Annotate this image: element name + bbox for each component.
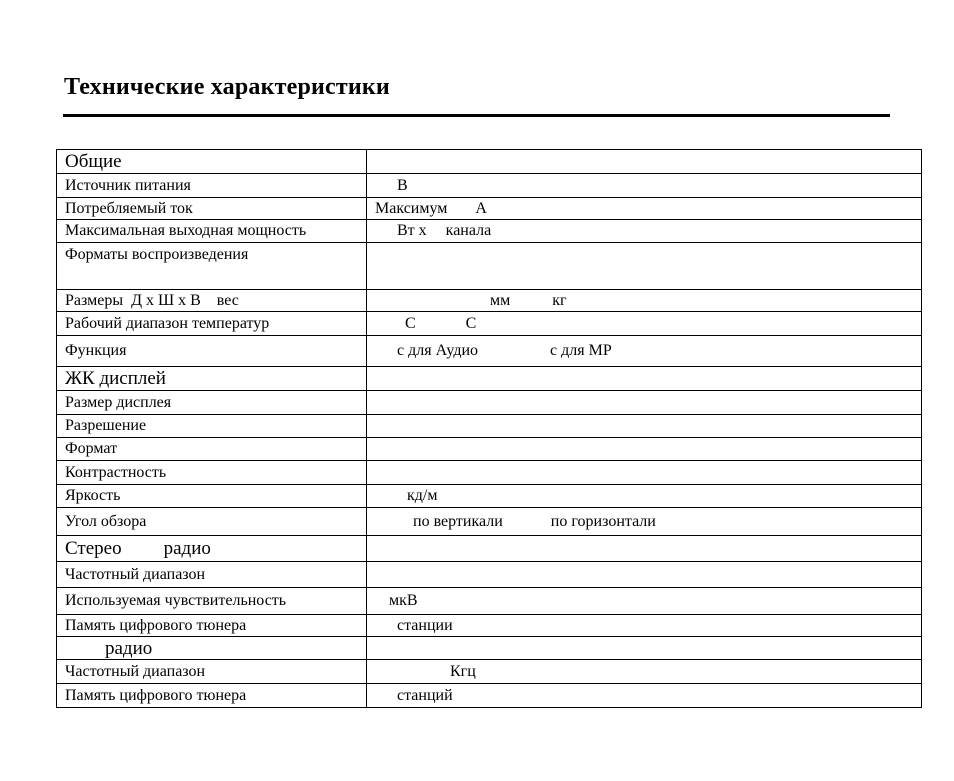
row-label: Рабочий диапазон температур — [57, 312, 367, 336]
section-general — [57, 150, 922, 174]
row-value: с для Аудио — [397, 342, 479, 359]
table-row — [57, 508, 922, 536]
row-label: Размер дисплея — [57, 391, 367, 415]
spec-table — [56, 149, 922, 708]
table-row — [57, 290, 922, 312]
row-label: Яркость — [57, 485, 367, 508]
row-label: Контрастность — [57, 461, 367, 485]
table-row — [57, 485, 922, 508]
row-label: Частотный диапазон — [57, 660, 367, 684]
table-row — [57, 220, 922, 243]
section-heading: Общие — [57, 150, 367, 174]
row-value: мм — [490, 291, 511, 309]
row-value: Вт х — [397, 222, 427, 239]
row-value: мкВ — [389, 592, 418, 609]
row-label: Память цифрового тюнера — [57, 684, 367, 708]
row-value — [367, 415, 922, 438]
row-label: Частотный диапазон — [57, 562, 367, 588]
table-row — [57, 660, 922, 684]
row-label: Функция — [57, 336, 367, 367]
title-underline — [63, 114, 890, 117]
row-value — [367, 562, 922, 588]
section-lcd — [57, 367, 922, 391]
table-row — [57, 312, 922, 336]
row-value — [367, 243, 922, 290]
row-value — [367, 391, 922, 415]
table-row — [57, 243, 922, 290]
table-row — [57, 461, 922, 485]
table-row — [57, 415, 922, 438]
row-value: А — [475, 199, 487, 217]
row-value: В — [397, 176, 408, 194]
table-row — [57, 174, 922, 198]
row-value: с для МР — [550, 342, 612, 359]
row-label: Потребляемый ток — [57, 198, 367, 220]
table-row — [57, 198, 922, 220]
table-row — [57, 336, 922, 367]
row-label: Используемая чувствительность — [57, 588, 367, 615]
row-label: Форматы воспроизведения — [57, 243, 367, 290]
row-label: Источник питания — [57, 174, 367, 198]
section-heading: Стерео — [65, 538, 122, 559]
row-value: канала — [445, 222, 492, 239]
table-row — [57, 391, 922, 415]
row-value: Максимум — [375, 199, 448, 217]
row-value — [367, 461, 922, 485]
row-value: станции — [397, 616, 453, 634]
table-row — [57, 684, 922, 708]
row-label: Формат — [57, 438, 367, 461]
row-value: по горизонтали — [550, 512, 656, 530]
section-heading: ЖК дисплей — [57, 367, 367, 391]
section-radio — [57, 637, 922, 660]
section-heading: радио — [163, 538, 211, 559]
table-row — [57, 438, 922, 461]
row-label: Память цифрового тюнера — [57, 615, 367, 637]
row-value: С — [405, 314, 416, 332]
table-row — [57, 615, 922, 637]
row-label: Размеры Д х Ш х В вес — [57, 290, 367, 312]
row-value — [367, 438, 922, 461]
table-row — [57, 588, 922, 615]
row-label: Максимальная выходная мощность — [57, 220, 367, 243]
section-heading: радио — [105, 637, 153, 659]
row-value: кд/м — [407, 487, 438, 504]
row-value: по вертикали — [413, 512, 503, 530]
row-value: Кгц — [450, 662, 476, 680]
page-title: Технические характеристики — [64, 74, 390, 100]
row-value: станций — [397, 686, 453, 704]
row-label: Угол обзора — [57, 508, 367, 536]
table-row — [57, 562, 922, 588]
row-value: С — [465, 314, 477, 332]
row-value: кг — [552, 291, 567, 309]
row-label: Разрешение — [57, 415, 367, 438]
section-stereo — [57, 536, 922, 562]
